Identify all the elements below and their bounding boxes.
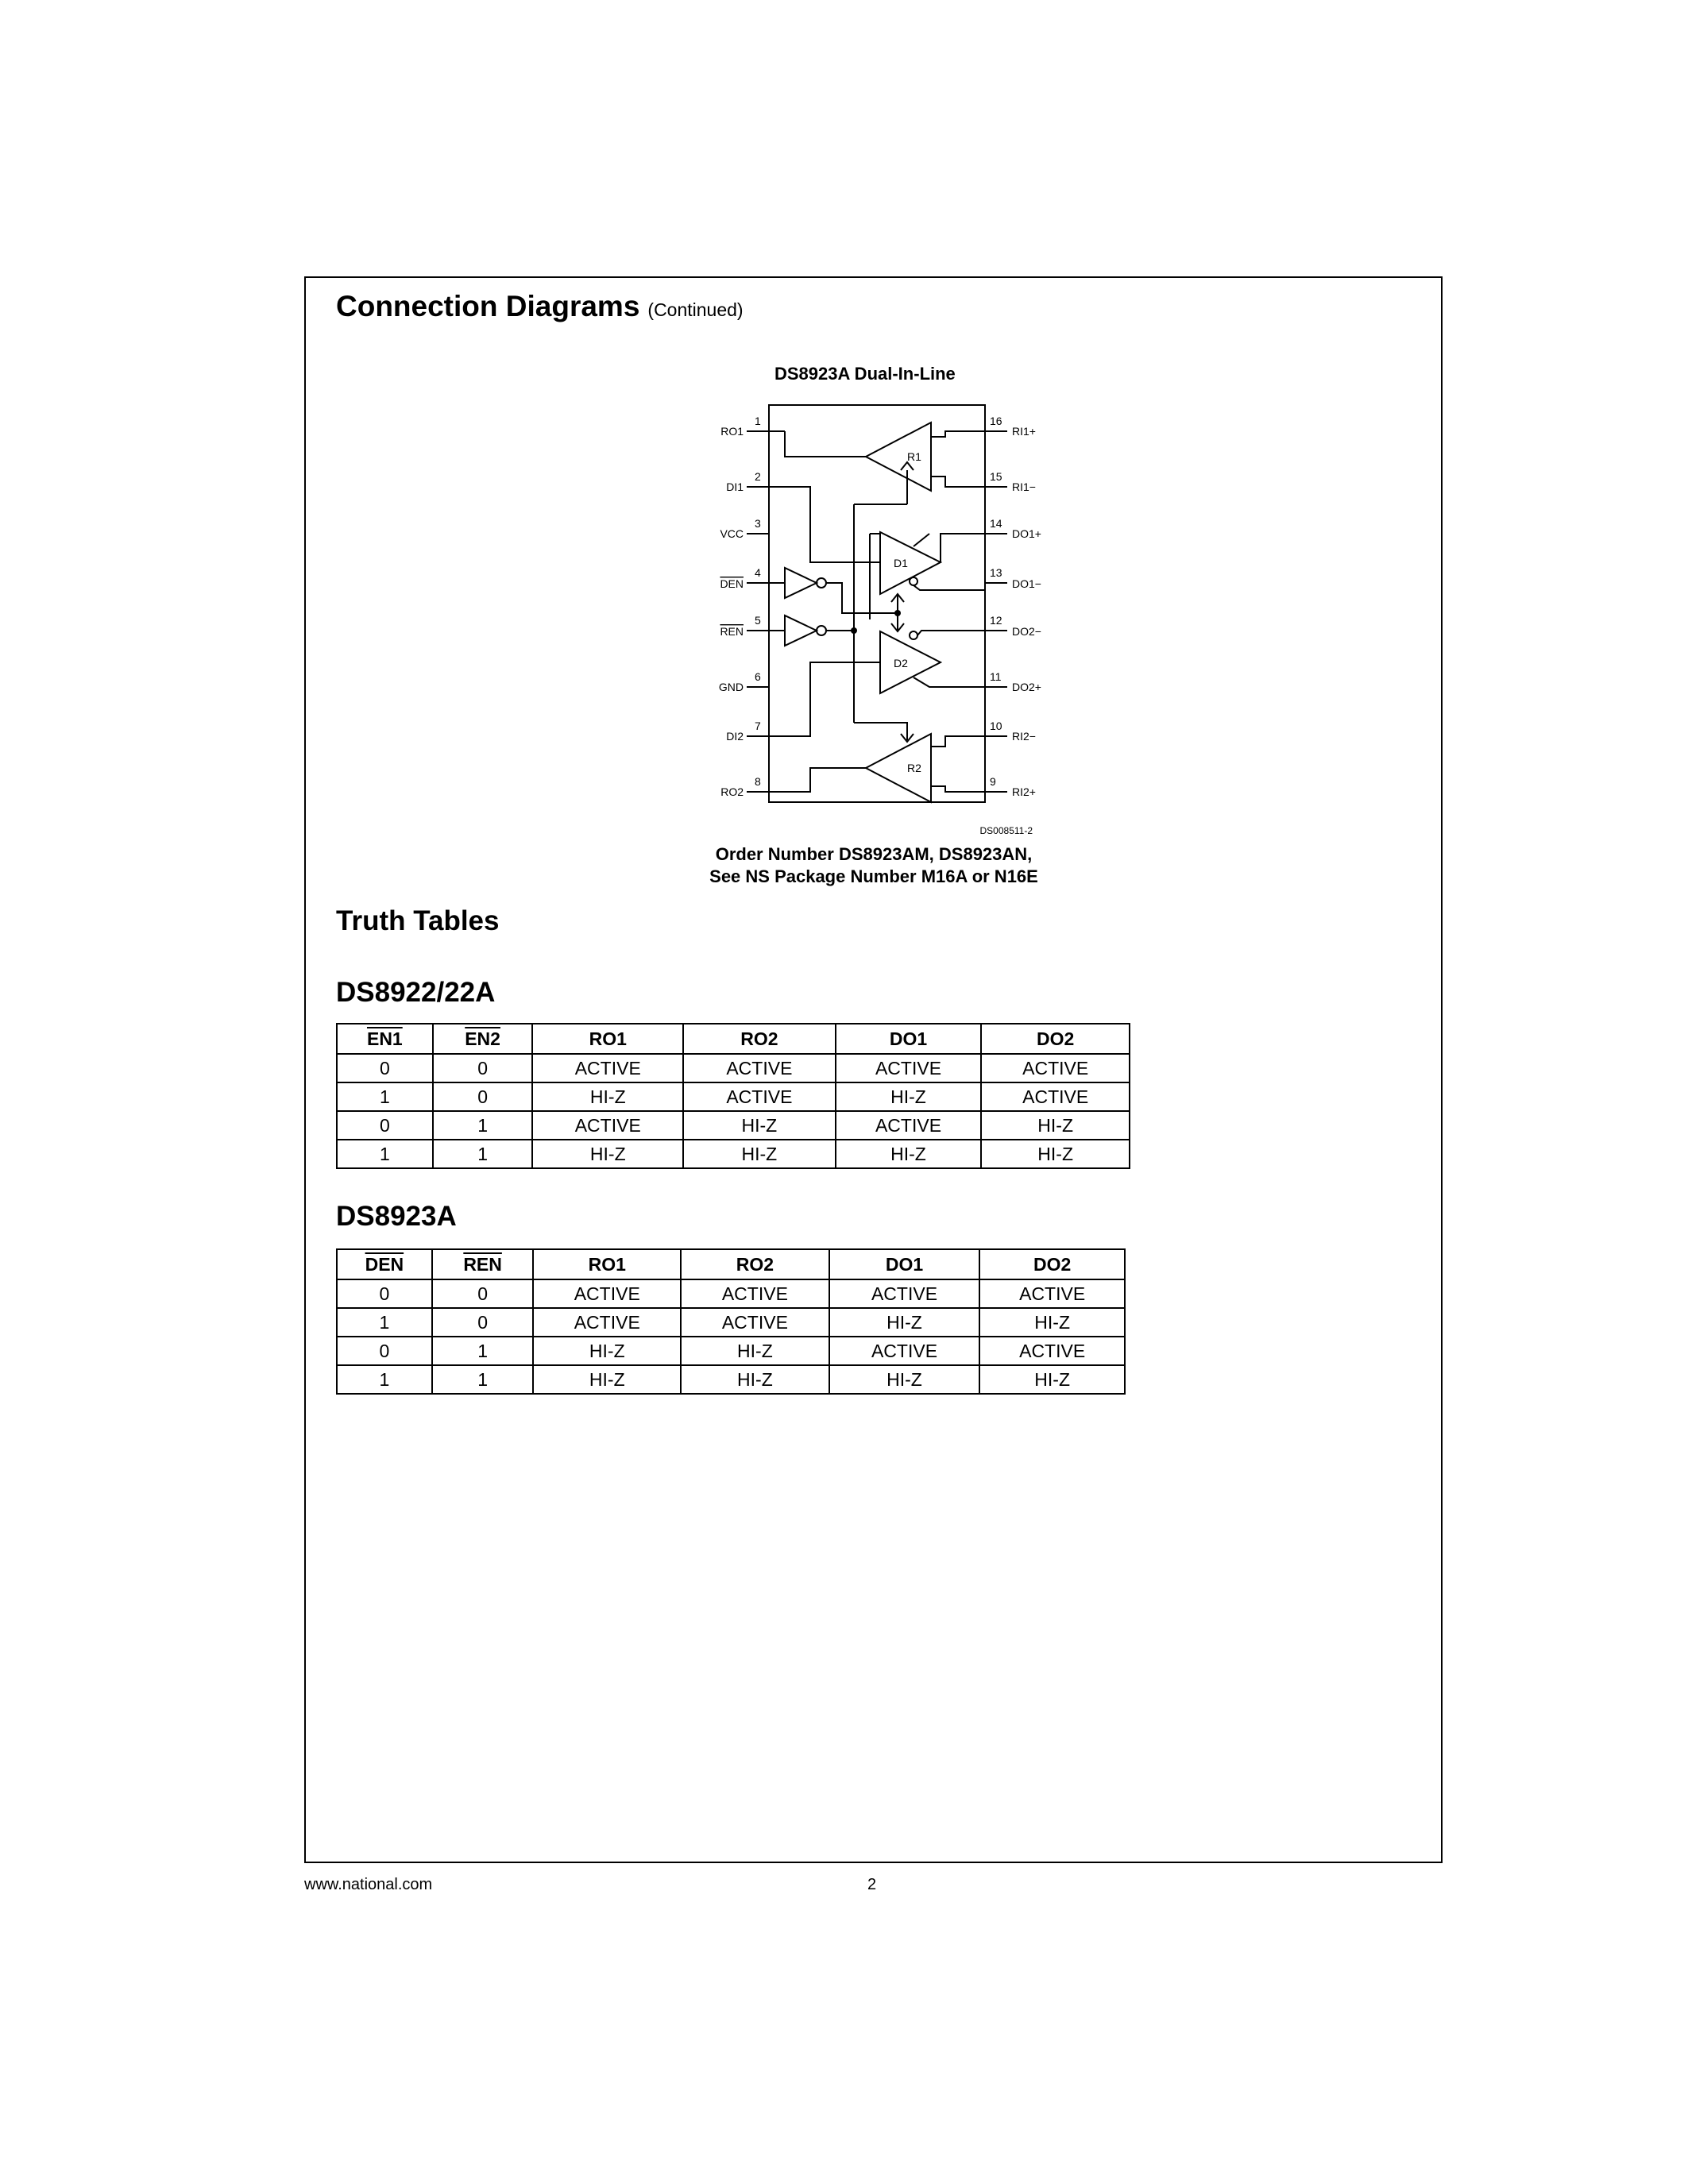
section-title: Connection Diagrams (336, 290, 640, 322)
section-heading (336, 290, 744, 323)
pin-number: 12 (990, 614, 1002, 627)
table-cell: HI-Z (836, 1140, 982, 1168)
pin-number: 4 (755, 566, 761, 579)
column-header: DO2 (979, 1249, 1125, 1279)
pin-name: GND (718, 681, 744, 693)
website-link[interactable]: www.national.com (304, 1876, 433, 1893)
table-cell: 0 (337, 1279, 432, 1308)
order-info (667, 843, 1080, 888)
pin-number: 6 (755, 670, 761, 683)
column-header: $\overline{DEN}$ (337, 1249, 432, 1279)
table-cell: HI-Z (979, 1308, 1125, 1337)
pin-name: RO2 (720, 785, 744, 798)
pin-number: 3 (755, 517, 761, 530)
pin-number: 13 (990, 566, 1002, 579)
table-cell: ACTIVE (683, 1054, 836, 1082)
column-header: EN2 (433, 1024, 533, 1054)
table-cell: HI-Z (979, 1365, 1125, 1394)
table-cell: HI-Z (981, 1140, 1130, 1168)
column-header: RO2 (683, 1024, 836, 1054)
table-title-ds8923a: DS8923A (336, 1201, 457, 1232)
table-cell: HI-Z (532, 1140, 683, 1168)
pin-name: RI1− (1012, 480, 1036, 493)
table-header-row (337, 1024, 1130, 1054)
table-cell: ACTIVE (681, 1279, 829, 1308)
package-number-line: See NS Package Number M16A or N16E (709, 866, 1038, 886)
table-cell: ACTIVE (979, 1279, 1125, 1308)
pin-number: 9 (990, 775, 996, 788)
table-cell: ACTIVE (532, 1111, 683, 1140)
table-cell: ACTIVE (979, 1337, 1125, 1365)
table-cell: 0 (432, 1308, 534, 1337)
pin-name: DI1 (726, 480, 744, 493)
truth-tables-heading: Truth Tables (336, 905, 500, 936)
table-cell: HI-Z (836, 1082, 982, 1111)
table-cell: HI-Z (681, 1337, 829, 1365)
pinout-diagram (699, 397, 1064, 842)
pin-name: RI2+ (1012, 785, 1036, 798)
table-cell: ACTIVE (683, 1082, 836, 1111)
column-header: DO1 (829, 1249, 980, 1279)
table-cell: ACTIVE (681, 1308, 829, 1337)
table-cell: 1 (433, 1140, 533, 1168)
driver-d2 (880, 631, 941, 693)
pin-name: RI2− (1012, 730, 1036, 743)
table-row (337, 1308, 1125, 1337)
pin-number: 7 (755, 720, 761, 732)
column-header: $\overline{REN}$ (432, 1249, 534, 1279)
truth-table-ds8922 (336, 1023, 1130, 1169)
table-cell: ACTIVE (981, 1082, 1130, 1111)
pin-number: 8 (755, 775, 761, 788)
table-cell: HI-Z (683, 1111, 836, 1140)
table-row (337, 1111, 1130, 1140)
table-cell: HI-Z (533, 1365, 681, 1394)
table-title-ds8922: DS8922/22A (336, 977, 496, 1008)
block-label-r1: R1 (907, 450, 921, 463)
table-cell: 1 (433, 1111, 533, 1140)
table-row (337, 1365, 1125, 1394)
table-cell: 1 (337, 1365, 432, 1394)
table-cell: HI-Z (829, 1365, 980, 1394)
section-title-suffix: (Continued) (647, 299, 744, 320)
table-row (337, 1140, 1130, 1168)
pin-number: 11 (990, 670, 1002, 683)
diagram-title: DS8923A Dual-In-Line (774, 364, 956, 384)
table-row (337, 1054, 1130, 1082)
order-number-line: Order Number DS8923AM, DS8923AN, (715, 844, 1033, 864)
pin-name: VCC (720, 527, 744, 540)
column-header: RO2 (681, 1249, 829, 1279)
pin-number: 1 (755, 415, 761, 427)
column-header: DO2 (981, 1024, 1130, 1054)
table-cell: 1 (432, 1365, 534, 1394)
pin-name: DO2− (1012, 625, 1041, 638)
table-cell: ACTIVE (532, 1054, 683, 1082)
table-cell: 0 (337, 1337, 432, 1365)
table-cell: 1 (337, 1308, 432, 1337)
block-label-d1: D1 (894, 557, 908, 569)
pin-number: 10 (990, 720, 1002, 732)
figure-id: DS008511-2 (979, 825, 1033, 836)
column-header: DO1 (836, 1024, 982, 1054)
pin-number: 15 (990, 470, 1002, 483)
table-cell: ACTIVE (829, 1279, 980, 1308)
table-cell: HI-Z (981, 1111, 1130, 1140)
pin-name: RI1+ (1012, 425, 1036, 438)
table-cell: HI-Z (829, 1308, 980, 1337)
table-cell: HI-Z (532, 1082, 683, 1111)
column-header: RO1 (533, 1249, 681, 1279)
table-cell: 0 (337, 1111, 433, 1140)
pin-name: RO1 (720, 425, 744, 438)
pin-name: DI2 (726, 730, 744, 743)
table-cell: 0 (433, 1082, 533, 1111)
pin-number: 16 (990, 415, 1002, 427)
table-cell: HI-Z (533, 1337, 681, 1365)
table-cell: 1 (337, 1082, 433, 1111)
pin-number: 2 (755, 470, 761, 483)
pin-name: REN (720, 625, 744, 638)
table-cell: 1 (432, 1337, 534, 1365)
table-header-row (337, 1249, 1125, 1279)
pin-number: 14 (990, 517, 1002, 530)
table-cell: 1 (337, 1140, 433, 1168)
table-cell: ACTIVE (981, 1054, 1130, 1082)
truth-table-ds8923a (336, 1248, 1126, 1395)
pin-name: DEN (720, 577, 744, 590)
table-row (337, 1279, 1125, 1308)
block-label-r2: R2 (907, 762, 921, 774)
table-cell: HI-Z (683, 1140, 836, 1168)
column-header: EN1 (337, 1024, 433, 1054)
package-outline (769, 405, 985, 802)
table-cell: HI-Z (681, 1365, 829, 1394)
pin-name: DO1+ (1012, 527, 1041, 540)
table-cell: 0 (432, 1279, 534, 1308)
block-label-d2: D2 (894, 657, 908, 669)
table-cell: ACTIVE (836, 1054, 982, 1082)
table-cell: 0 (337, 1054, 433, 1082)
column-header: RO1 (532, 1024, 683, 1054)
table-cell: ACTIVE (829, 1337, 980, 1365)
pin-number: 5 (755, 614, 761, 627)
table-cell: 0 (433, 1054, 533, 1082)
table-row (337, 1337, 1125, 1365)
table-cell: ACTIVE (533, 1279, 681, 1308)
table-row (337, 1082, 1130, 1111)
pin-name: DO1− (1012, 577, 1041, 590)
table-cell: ACTIVE (533, 1308, 681, 1337)
pin-name: DO2+ (1012, 681, 1041, 693)
table-cell: ACTIVE (836, 1111, 982, 1140)
page-number: 2 (867, 1876, 877, 1893)
